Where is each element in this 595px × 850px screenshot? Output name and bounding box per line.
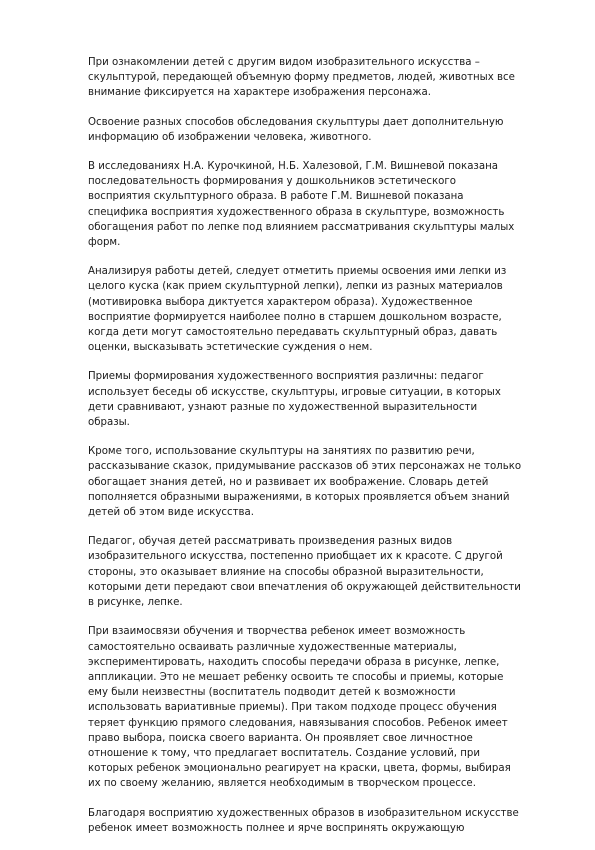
paragraph: Приемы формирования художественного восприятия различны: педагог использует беседы об искусстве, скульптуры, игровые ситуации, в которых дети сравнивают, узнают разные по художественной выразительности образы. bbox=[88, 371, 501, 429]
paragraph: При ознакомлении детей с другим видом изобразительного искусства – скульптурой, передающей объемную форму предметов, людей, животных все внимание фиксируется на характере изображения персонажа. bbox=[88, 57, 515, 99]
paragraph: Благодаря восприятию художественных образов в изобразительном искусстве ребенок имеет возможность полнее и ярче воспринять окружающую bbox=[88, 807, 519, 834]
paragraph: В исследованиях Н.А. Курочкиной, Н.Б. Халезовой, Г.М. Вишневой показана последовательность формирования у дошкольников эстетического восприятия скульптурного образа. В работе Г.М. Вишневой показана специфика восприятия художественного образа в скульптуре, возможность обогащения работ по лепке под влиянием рассматривания скульптуры малых форм. bbox=[88, 161, 515, 249]
paragraph: При взаимосвязи обучения и творчества ребенок имеет возможность самостоятельно осваивать различные художественные материалы, экспериментировать, находить способы передачи образа в рисунке, лепке, аппликации. Это не мешает ребенку освоить те способы и приемы, которые ему были неизвестны (воспитатель подводит детей к возможности использовать вариативные приемы). При таком подходе процесс обучения теряет функцию прямого следования, навязывания способов. Ребенок имеет право выбора, поиска своего варианта. Он проявляет свое личностное отношение к тому, что предлагает воспитатель. Создание условий, при которых ребенок эмоционально реагирует на краски, цвета, формы, выбирая их по своему желанию, является необходимым в творческом процессе. bbox=[88, 626, 511, 790]
paragraph: Кроме того, использование скульптуры на занятиях по развитию речи, рассказывание сказок, придумывание рассказов об этих персонажах не только обогащает знания детей, но и развивает их воображение. Словарь детей пополняется образными выражениями, в которых проявляется объем знаний детей об этом виде искусства. bbox=[88, 446, 522, 519]
paragraph: Анализируя работы детей, следует отметить приемы освоения ими лепки из целого куска (как прием скульптурной лепки), лепки из разных материалов (мотивировка выбора диктуется характером образа). Художественное восприятие формируется наиболее полно в старшем дошкольном возрасте, когда дети могут самостоятельно передавать скульптурный образ, давать оценки, высказывать эстетические суждения о нем. bbox=[88, 266, 507, 354]
paragraph: Педагог, обучая детей рассматривать произведения разных видов изобразительного искусства, постепенно приобщает их к красоте. С другой стороны, это оказывает влияние на способы образной выразительности, которыми дети передают свои впечатления об окружающей действительности в рисунке, лепке. bbox=[88, 536, 521, 609]
document-body bbox=[88, 55, 558, 850]
paragraph: Освоение разных способов обследования скульптуры дает дополнительную информацию об изображении человека, животного. bbox=[88, 116, 504, 143]
